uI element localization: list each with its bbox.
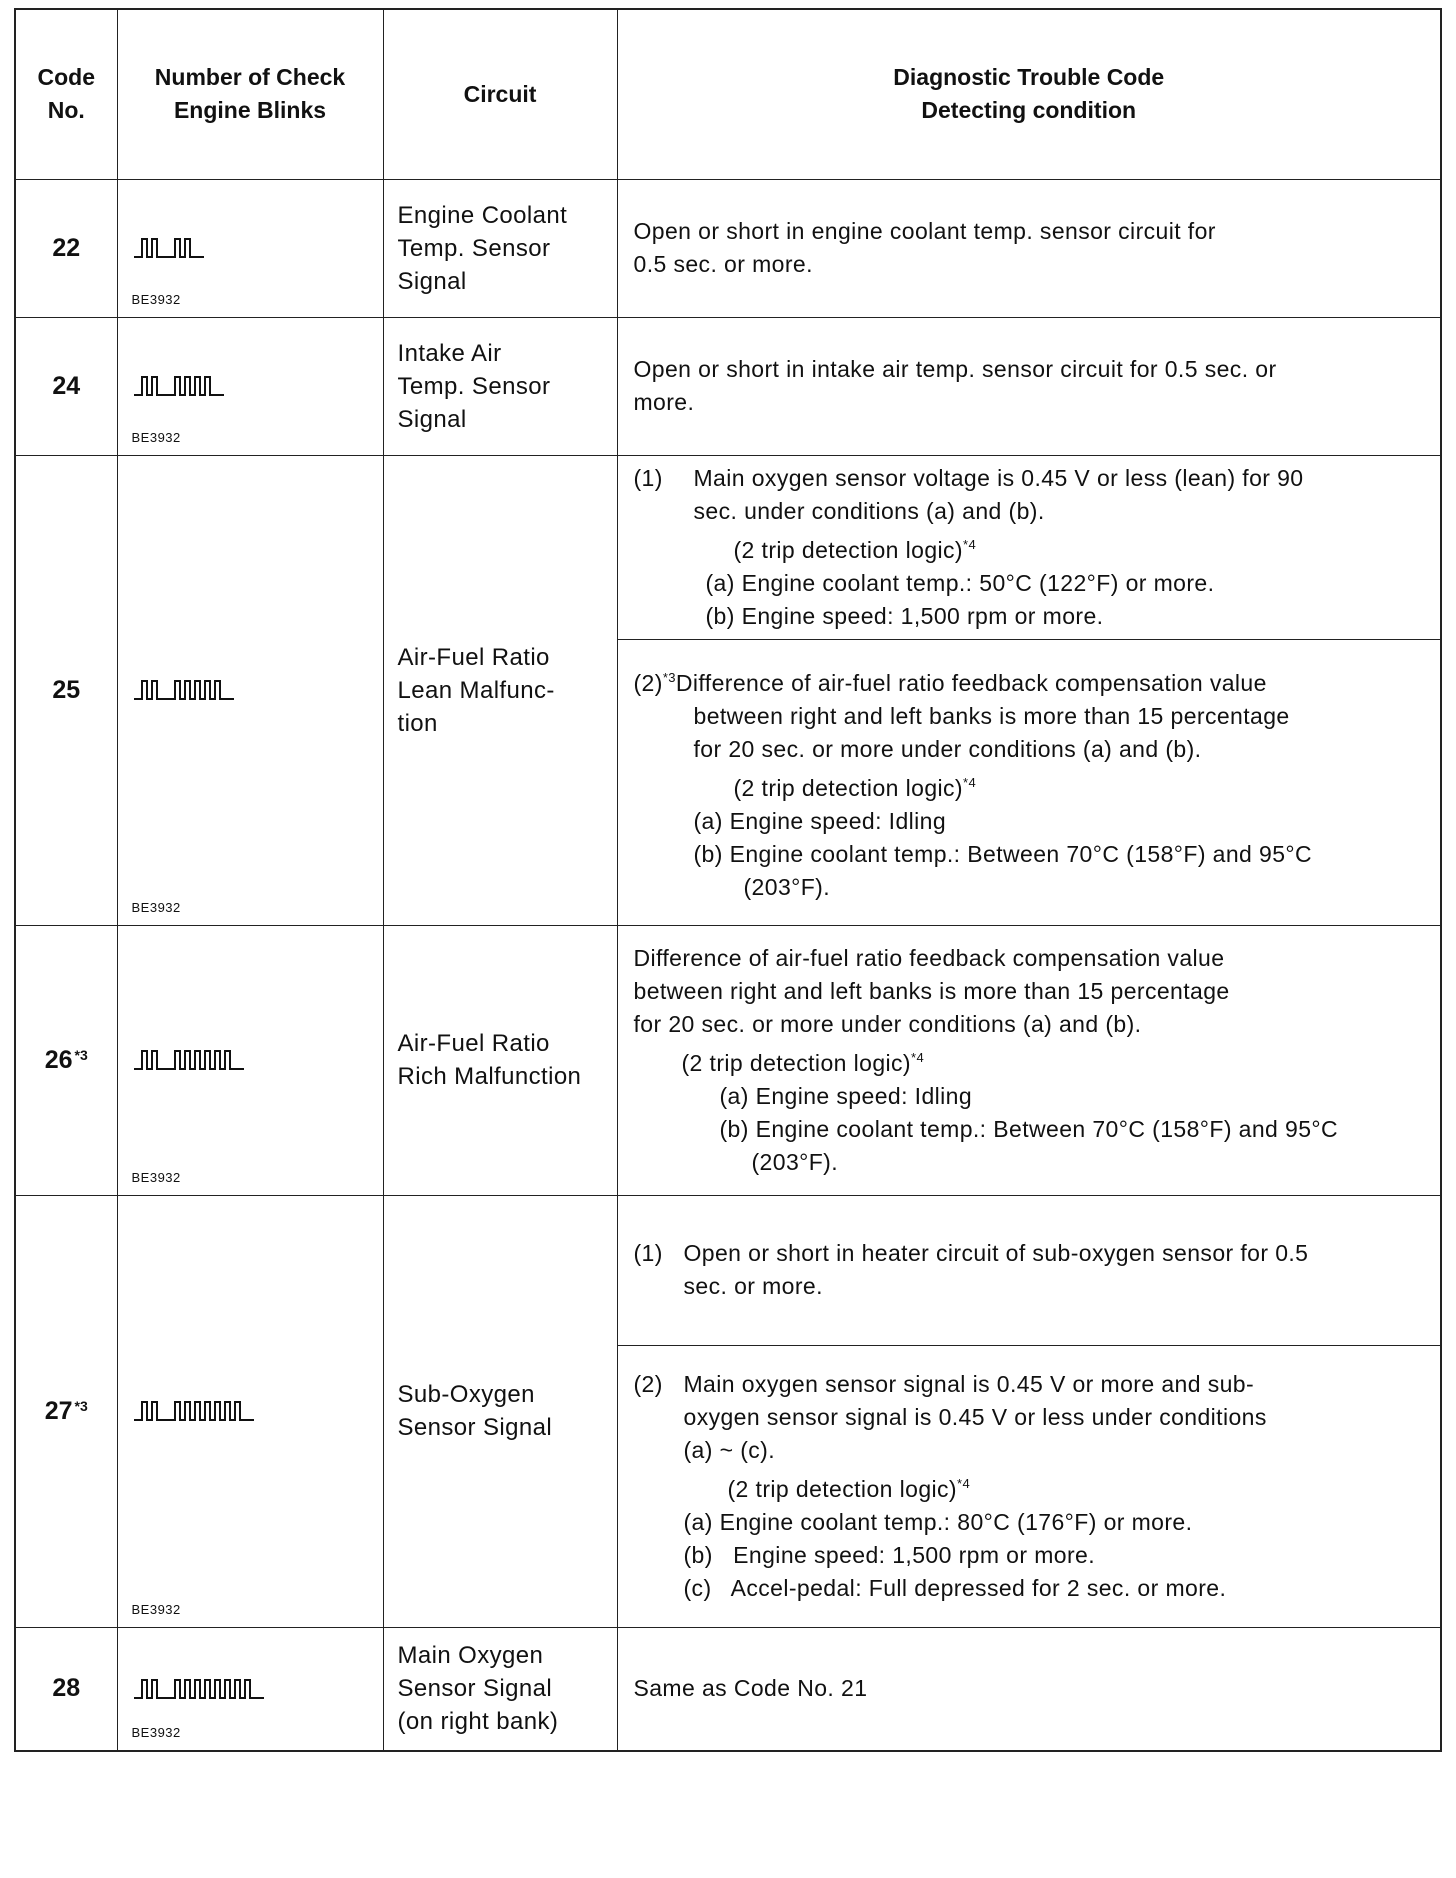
blink-pattern-icon	[134, 1048, 334, 1072]
blink-pulse-train	[134, 377, 224, 395]
header-code: Code No.	[15, 9, 117, 179]
figure-label: BE3932	[131, 1725, 181, 1740]
table-row	[15, 925, 1441, 1195]
blink-pulse-train	[134, 239, 204, 257]
blink-pattern-icon	[134, 1677, 334, 1701]
circuit-cell: Sub-Oxygen Sensor Signal	[383, 1195, 617, 1627]
condition-cell: Same as Code No. 21	[617, 1627, 1441, 1751]
circuit-cell: Air-Fuel Ratio Rich Malfunction	[383, 925, 617, 1195]
blink-cell	[117, 455, 383, 925]
blink-pulse-train	[134, 1051, 244, 1069]
code-cell: 28	[15, 1627, 117, 1751]
circuit-cell: Intake Air Temp. Sensor Signal	[383, 317, 617, 455]
condition-cell: (2) Main oxygen sensor signal is 0.45 V or more and sub- oxygen sensor signal is 0.45 V or less under conditions (a) ~ (c). (2 trip detection logic)$^{*4}$ (a) Engine coolant temp.: 80°C (176°F) or more. (b) Engine speed: 1,500 rpm or more. (c) Accel-pedal: Full depressed for 2 sec. or more.	[617, 1345, 1441, 1627]
blink-pulse-train	[134, 681, 234, 699]
table-row	[15, 179, 1441, 317]
figure-label: BE3932	[131, 291, 181, 307]
blink-pulse-train	[134, 1402, 254, 1420]
code-cell: 25	[15, 455, 117, 925]
table-row	[15, 1627, 1441, 1751]
condition-cell: (1) Main oxygen sensor voltage is 0.45 V or less (lean) for 90 sec. under conditions (a) and (b). (2 trip detection logic)$^{*4}$ (a) Engine coolant temp.: 50°C (122°F) or more. (b) Engine speed: 1,500 rpm or more.	[617, 455, 1441, 639]
figure-label: BE3932	[131, 429, 181, 445]
blink-pattern-icon	[134, 678, 334, 702]
diagnostic-code-table	[14, 8, 1442, 1752]
condition-cell: (1) Open or short in heater circuit of sub-oxygen sensor for 0.5 sec. or more.	[617, 1195, 1441, 1345]
condition-cell: Open or short in engine coolant temp. sensor circuit for 0.5 sec. or more.	[617, 179, 1441, 317]
code-cell: 27 $^{*3}$	[15, 1195, 117, 1627]
circuit-cell: Air-Fuel Ratio Lean Malfunc- tion	[383, 455, 617, 925]
code-cell: 24	[15, 317, 117, 455]
blink-cell	[117, 1195, 383, 1627]
figure-label: BE3932	[131, 899, 181, 915]
circuit-cell: Main Oxygen Sensor Signal (on right bank)	[383, 1627, 617, 1751]
header-blinks: Number of Check Engine Blinks	[117, 9, 383, 179]
table-row	[15, 455, 1441, 639]
blink-pattern-icon	[134, 374, 334, 398]
blink-cell	[117, 317, 383, 455]
blink-pattern-icon	[134, 236, 334, 260]
table-row	[15, 1195, 1441, 1345]
figure-label: BE3932	[131, 1169, 181, 1185]
table-row	[15, 317, 1441, 455]
condition-cell: Open or short in intake air temp. sensor circuit for 0.5 sec. or more.	[617, 317, 1441, 455]
blink-cell	[117, 925, 383, 1195]
condition-cell: Difference of air-fuel ratio feedback compensation value between right and left banks is more than 15 percentage for 20 sec. or more under conditions (a) and (b). (2 trip detection logic)$^{*4}$ (a) Engine speed: Idling (b) Engine coolant temp.: Between 70°C (158°F) and 95°C (203°F).	[617, 925, 1441, 1195]
code-cell: 26 $^{*3}$	[15, 925, 117, 1195]
circuit-cell: Engine Coolant Temp. Sensor Signal	[383, 179, 617, 317]
header-row	[15, 9, 1441, 179]
header-condition: Diagnostic Trouble Code Detecting condition	[617, 9, 1441, 179]
figure-label: BE3932	[131, 1601, 181, 1617]
header-circuit: Circuit	[383, 9, 617, 179]
blink-cell	[117, 1627, 383, 1751]
blink-pattern-icon	[134, 1399, 334, 1423]
blink-cell	[117, 179, 383, 317]
code-cell: 22	[15, 179, 117, 317]
blink-pulse-train	[134, 1680, 264, 1698]
condition-cell: $(2)^{*3}Difference$ of air-fuel ratio feedback compensation value between right and left banks is more than 15 percentage for 20 sec. or more under conditions (a) and (b). (2 trip detection logic)$^{*4}$ (a) Engine speed: Idling (b) Engine coolant temp.: Between 70°C (158°F) and 95°C (203°F).	[617, 639, 1441, 925]
